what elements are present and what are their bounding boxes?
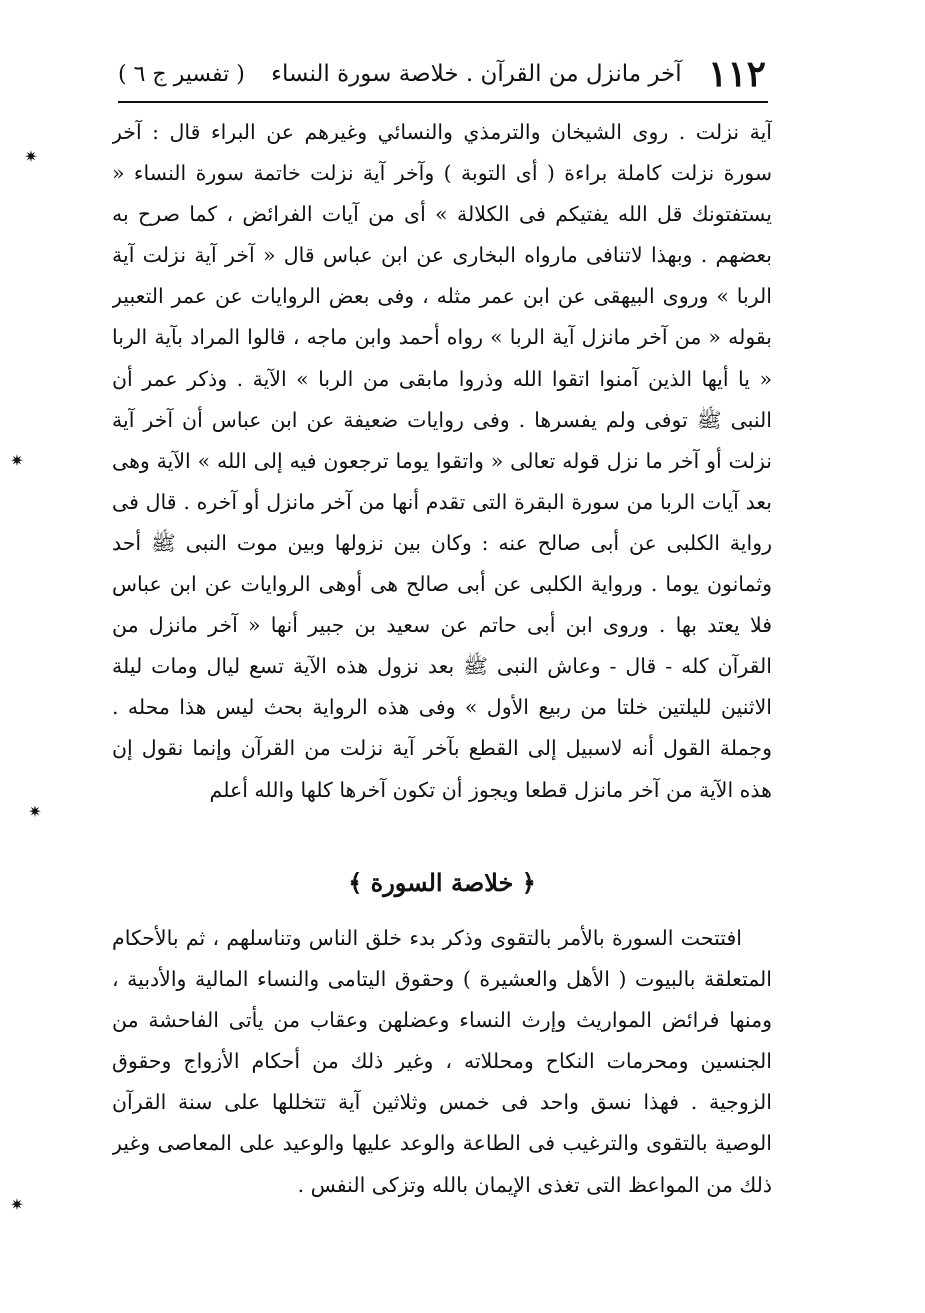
margin-speck-mark: ✷ <box>28 802 42 821</box>
margin-speck-mark: ✷ <box>10 451 24 470</box>
volume-tag: ( تفسير ج ٦ ) <box>118 61 245 87</box>
margin-speck-mark: ✷ <box>10 1195 24 1214</box>
header-rule <box>118 101 768 103</box>
margin-speck-mark: ✷ <box>24 147 38 166</box>
running-title: آخر مانزل من القرآن . خلاصة سورة النساء <box>271 61 682 87</box>
paragraph-surah-summary: افتتحت السورة بالأمر بالتقوى وذكر بدء خلق الناس وتناسلهم ، ثم بالأحكام المتعلقة بالبيوت ( الأهل والعشيرة ) وحقوق اليتامى والنساء المالية والأدبية ، ومنها فرائض المواريث وإرث النساء وعضلهن وعقاب من يأتى الفاحشة من الجنسين ومحرمات النكاح ومحللاته ، وغير ذلك من أحكام الأزواج وحقوق الزوجية . فهذا نسق واحد فى خمس وثلاثين آية تتخللها على سنة القرآن الوصية بالتقوى والترغيب فى الطاعة والوعد عليها والوعيد على المعاصى وغير ذلك من المواعظ التى تغذى الإيمان بالله وتزكى النفس . <box>112 926 772 1197</box>
paragraph-last-revelation: آية نزلت . روى الشيخان والترمذي والنسائي وغيرهم عن البراء قال : آخر سورة نزلت كاملة براءة ( أى التوبة ) وآخر آية نزلت خاتمة سورة النساء « يستفتونك قل الله يفتيكم فى الكلالة » أى من آيات الفرائض ، كما صرح به بعضهم . وبهذا لاتنافى مارواه البخارى عن ابن عباس قال « آخر آية نزلت آية الربا » وروى البيهقى عن ابن عمر مثله ، وفى بعض الروايات عن عمر التعبير بقوله « من آخر مانزل آية الربا » رواه أحمد وابن ماجه ، قالوا المراد بآية الربا « يا أيها الذين آمنوا اتقوا الله وذروا مابقى من الربا » الآية . وذكر عمر أن النبى ﷺ توفى ولم يفسرها . وفى روايات ضعيفة عن ابن عباس أن آخر آية نزلت أو آخر ما نزل قوله تعالى « واتقوا يوما ترجعون فيه إلى الله » الآية وهى بعد آيات الربا من سورة البقرة التى تقدم أنها من آخر مانزل أو آخره . قال فى رواية الكلبى عن أبى صالح عنه : وكان بين نزولها وبين موت النبى ﷺ أحد وثمانون يوما . ورواية الكلبى عن أبى صالح هى أوهى الروايات عن ابن عباس فلا يعتد بها . وروى ابن أبى حاتم عن سعيد بن جبير أنها « آخر مانزل من القرآن كله - قال - وعاش النبى ﷺ بعد نزول هذه الآية تسع ليال ومات ليلة الاثنين لليلتين خلتا من ربيع الأول » وفى هذه الرواية بحث ليس هذا محله . وجملة القول أنه لاسبيل إلى القطع بآخر آية نزلت من القرآن وإنما نقول إن هذه الآية من آخر مانزل قطعا ويجوز أن تكون آخرها كلها والله أعلم <box>112 120 772 802</box>
page-header <box>118 48 766 100</box>
section-heading: ﴿ خلاصة السورة ﴾ <box>348 868 536 897</box>
page-number: ١١٢ <box>707 53 766 95</box>
